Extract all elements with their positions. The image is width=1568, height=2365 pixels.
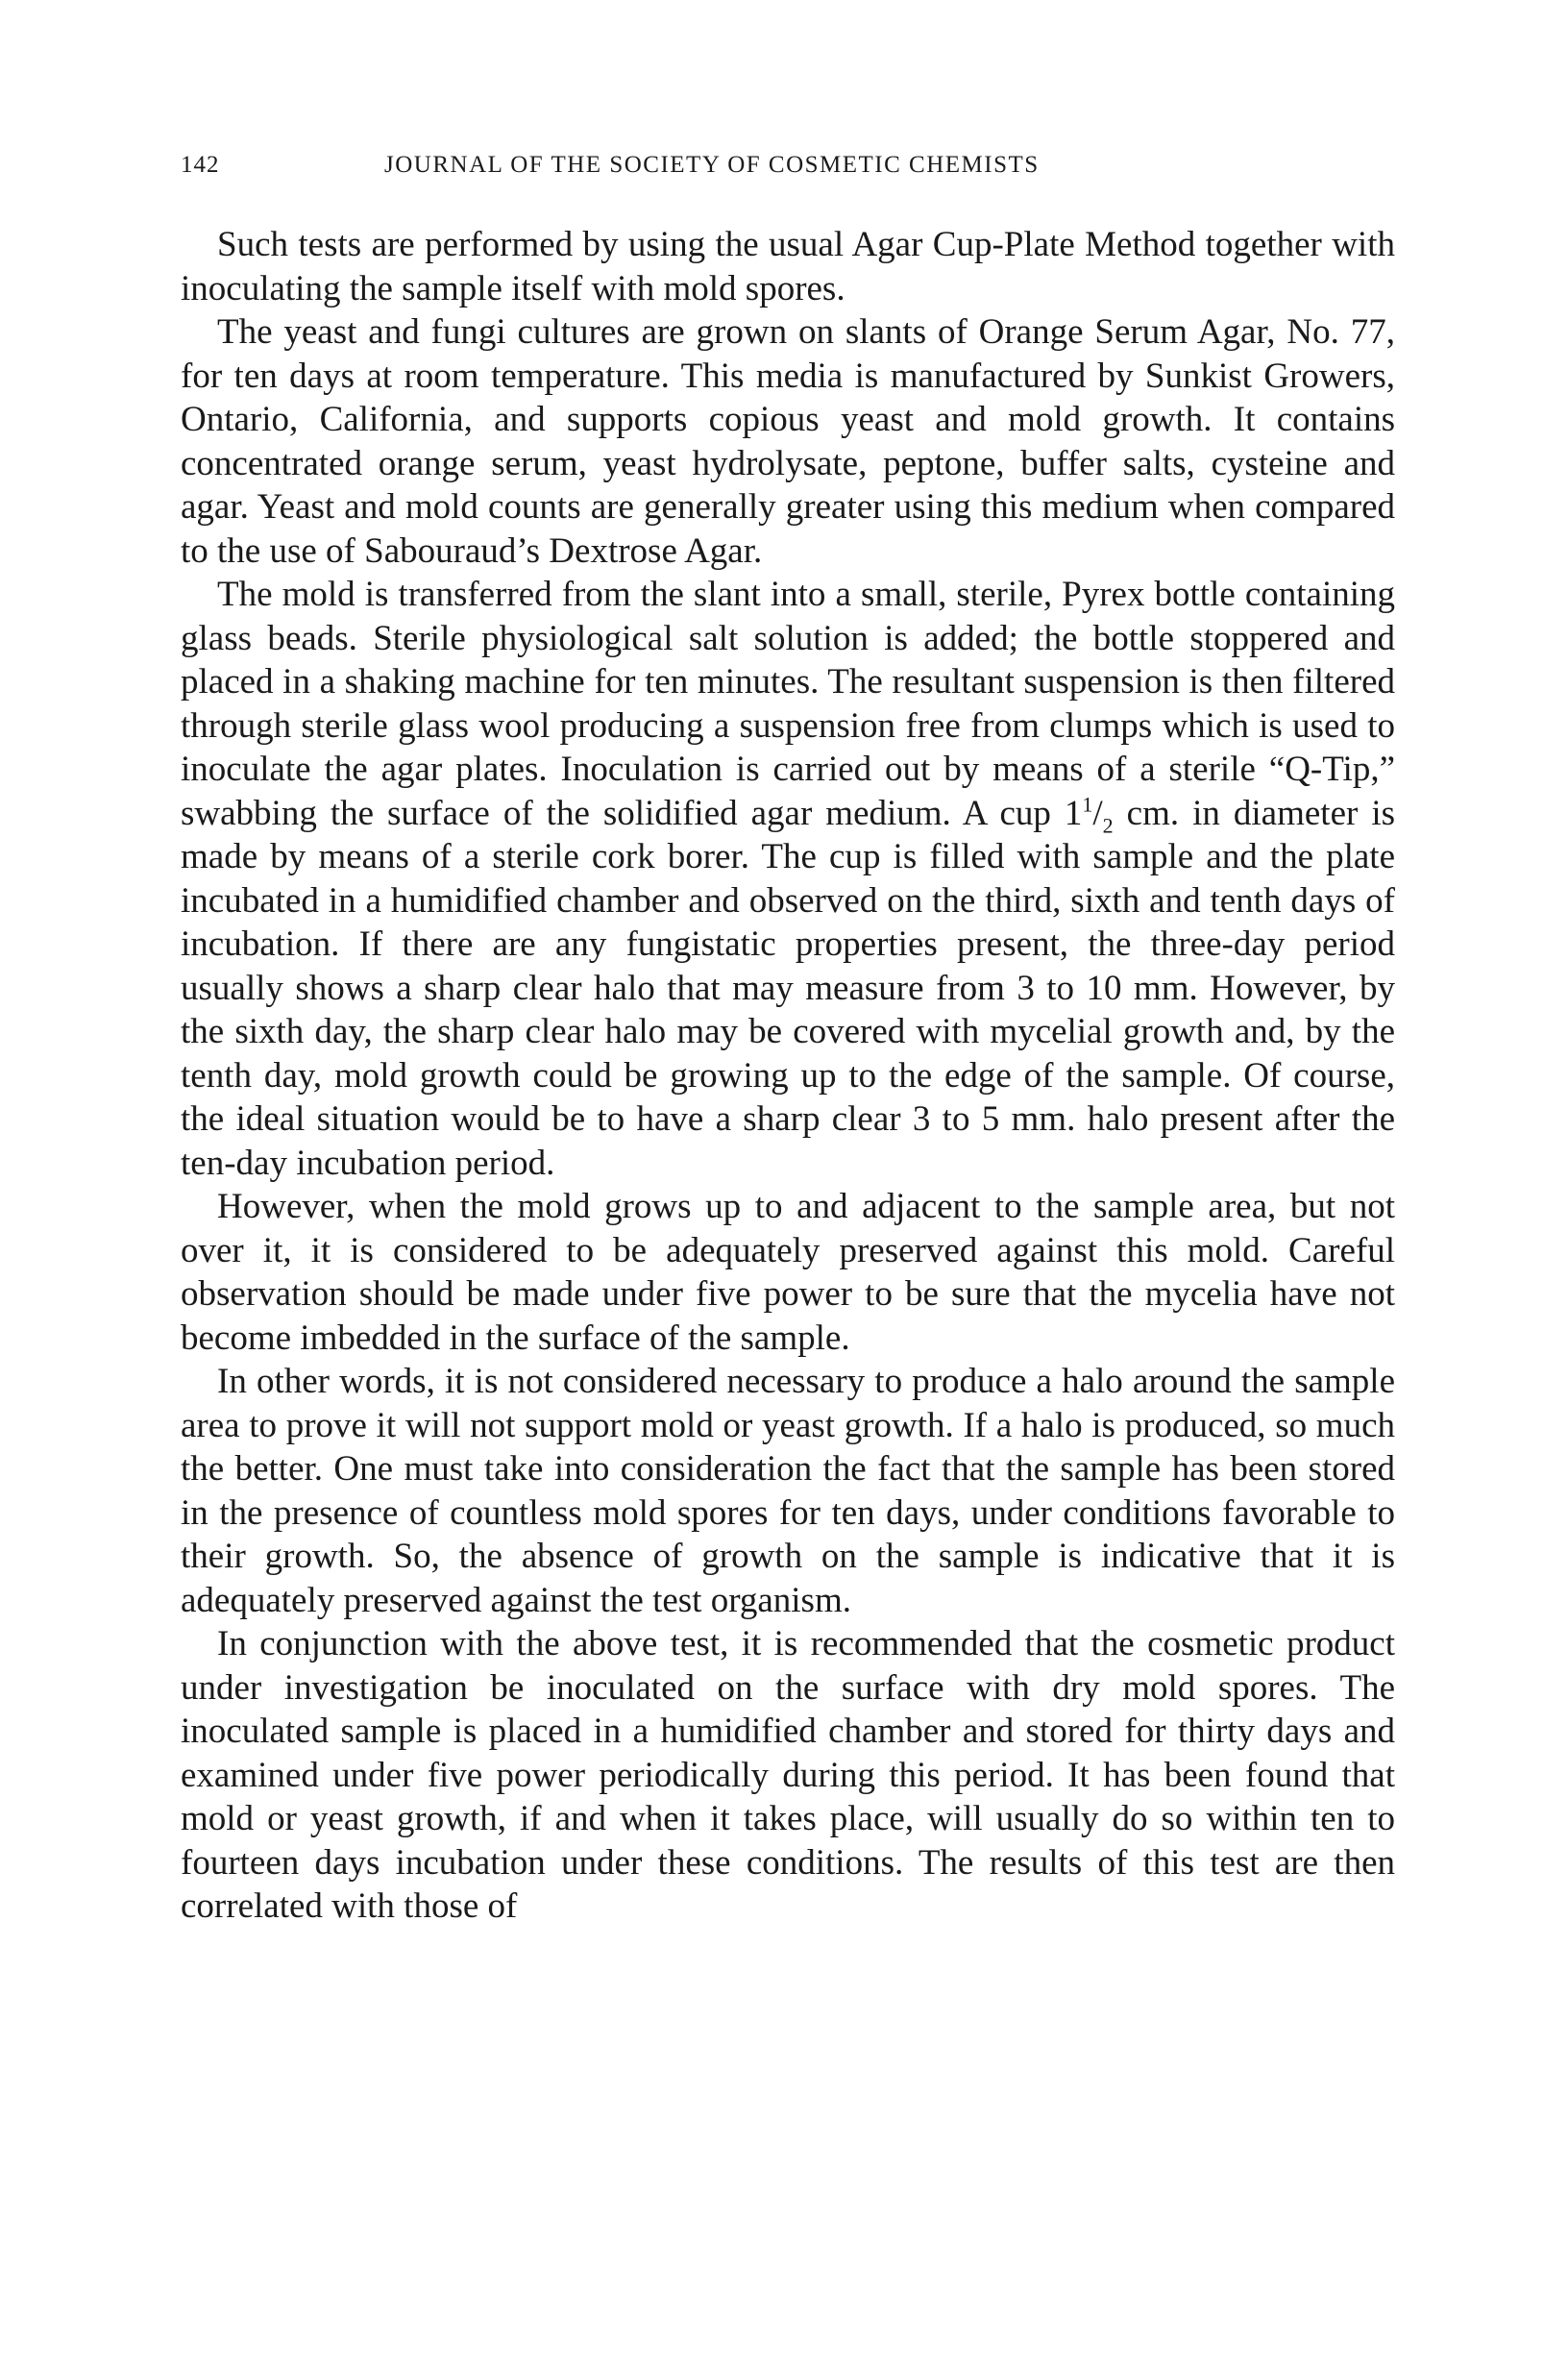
paragraph-adjacent-growth: However, when the mold grows up to and adjacent to the sample area, but not over it, it is considered to be adequately preserved against this mold. Careful observation should be made under five power to be sure that the mycelia have not become imbedded in the surface of the sample. <box>181 1187 1395 1358</box>
paragraph-cultures: The yeast and fungi cultures are grown on slants of Orange Serum Agar, No. 77, for ten days at room temperature. This media is manufactured by Sunkist Growers, Ontario, California, and supports copious yeast and mold growth. It contains concentrated orange serum, yeast hydrolysate, peptone, buffer salts, cysteine and agar. Yeast and mold counts are generally greater using this medium when compared to the use of Sabouraud’s Dextrose Agar. <box>181 312 1395 571</box>
paragraph-mold-transfer-part-2: cm. in diameter is made by means of a sterile cork borer. The cup is filled with sample and the plate incubated in a humidified chamber and observed on the third, sixth and tenth days of incubation. If there are any fungistatic properties present, the three-day period usually shows a sharp clear halo that may measure from 3 to 10 mm. However, by the sixth day, the sharp clear halo may be covered with mycelial growth and, by the tenth day, mold growth could be growing up to the edge of the sample. Of course, the ideal situation would be to have a sharp clear 3 to 5 mm. halo present after the ten-day incubation period. <box>181 793 1395 1183</box>
fraction-one-half: $^1/_2$ <box>1082 792 1114 837</box>
paragraph-halo-not-necessary: In other words, it is not considered necessary to produce a halo around the sample area to prove it will not support mold or yeast growth. If a halo is produced, so much the better. One must take into consideration the fact that the sample has been stored in the presence of countless mold spores for ten days, under conditions favorable to their growth. So, the absence of growth on the sample is indicative that it is adequately preserved against the test organism. <box>181 1362 1395 1620</box>
paragraph-agar-cup-plate: Such tests are performed by using the usual Agar Cup-Plate Method together with inoculating the sample itself with mold spores. <box>181 225 1395 308</box>
body-text <box>181 223 1395 1929</box>
journal-title: JOURNAL OF THE SOCIETY OF COSMETIC CHEMISTS <box>384 152 1040 178</box>
running-head <box>181 152 1395 190</box>
page-number: 142 <box>181 152 220 178</box>
paragraph-mold-transfer <box>181 573 1395 1185</box>
fraction-numerator: 1 <box>1082 792 1093 817</box>
fraction-denominator: 2 <box>1102 812 1114 837</box>
paragraph-mold-transfer-part-1: The mold is transferred from the slant into a small, sterile, Pyrex bottle containing glass beads. Sterile physiological salt solution is added; the bottle stoppered and placed in a shaking machine for ten minutes. The resultant suspension is then filtered through sterile glass wool producing a suspension free from clumps which is used to inoculate the agar plates. Inoculation is carried out by means of a sterile “Q-Tip,” swabbing the surface of the solidified agar medium. A cup 1 <box>181 575 1395 833</box>
paragraph-dry-spore-inoculation: In conjunction with the above test, it is recommended that the cosmetic product under investigation be inoculated on the surface with dry mold spores. The inoculated sample is placed in a humidified chamber and stored for thirty days and examined under five power periodically during this period. It has been found that mold or yeast growth, if and when it takes place, will usually do so within ten to fourteen days incubation under these conditions. The results of this test are then correlated with those of <box>181 1624 1395 1926</box>
